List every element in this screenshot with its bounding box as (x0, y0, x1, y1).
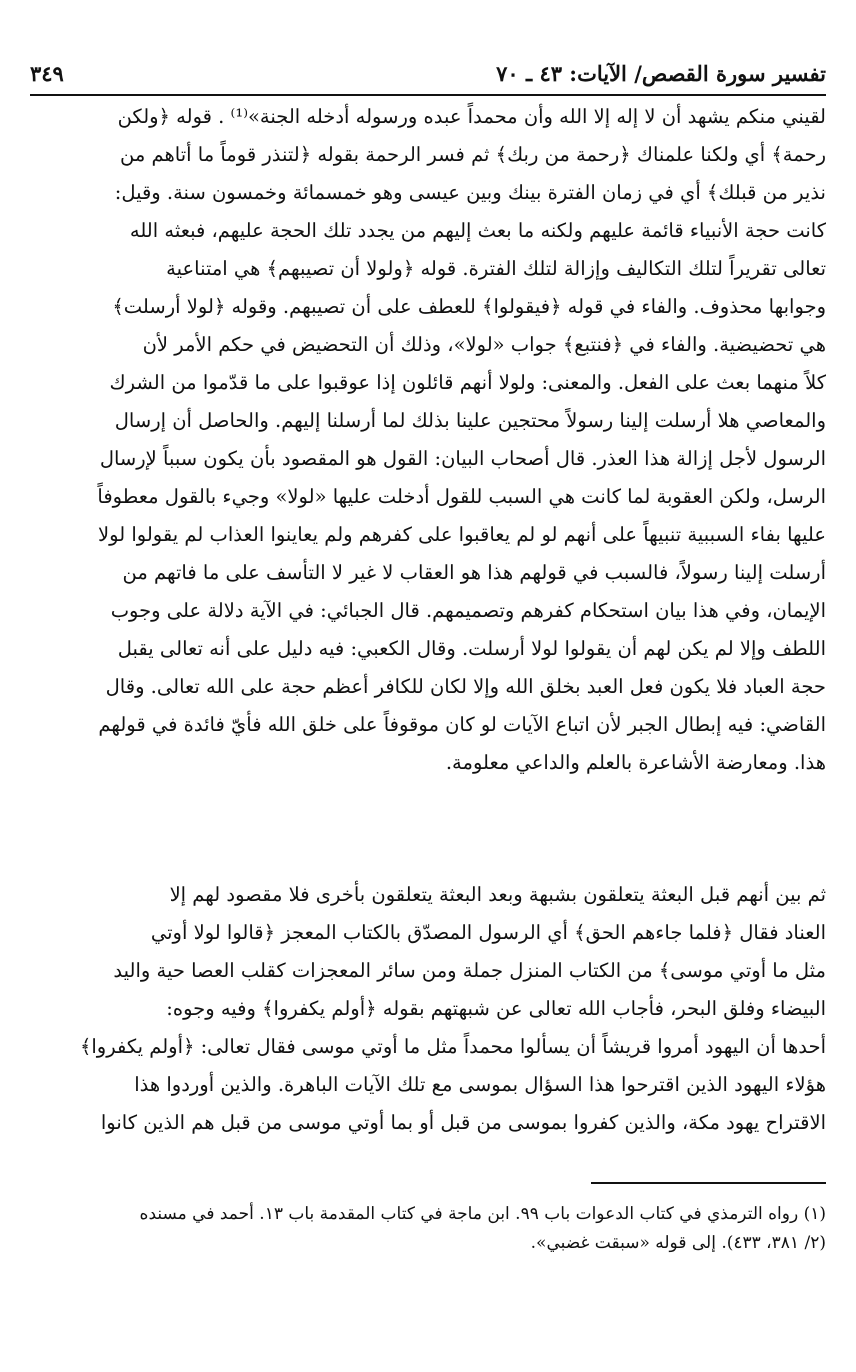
page-number: ٣٤٩ (30, 60, 64, 86)
text-line: حجة العباد فلا يكون فعل العبد بخلق الله وإلا لكان للكافر أعظم حجة على الله تعالى. وقال (105, 675, 826, 698)
text-line: هذا. ومعارضة الأشاعرة بالعلم والداعي معلومة. (445, 751, 826, 774)
footnote-line: (١) رواه الترمذي في كتاب الدعوات باب ٩٩. ابن ماجة في كتاب المقدمة باب ١٣. أحمد في مسنده (139, 1204, 826, 1224)
text-line: مثل ما أوتي موسى﴾ من الكتاب المنزل جملة ومن سائر المعجزات كقلب العصا حية واليد (113, 959, 826, 982)
header-divider (30, 94, 826, 96)
text-line: رحمة﴾ أي ولكنا علمناك ﴿رحمة من ربك﴾ ثم فسر الرحمة بقوله ﴿لتنذر قوماً ما أتاهم من (120, 143, 826, 166)
text-line: البيضاء وفلق البحر، فأجاب الله تعالى عن شبهتهم بقوله ﴿أولم يكفروا﴾ وفيه وجوه: (166, 997, 826, 1020)
text-line: ثم بين أنهم قبل البعثة يتعلقون بشبهة وبعد البعثة يتعلقون بأخرى فلا مقصود لهم إلا (169, 883, 826, 906)
footnote-divider (591, 1182, 826, 1184)
text-line: هي تحضيضية. والفاء في ﴿فنتبع﴾ جواب «لولا»، وذلك أن التحضيض في حكم الأمر لأن (142, 333, 826, 356)
running-title: تفسير سورة القصص/ الآيات: ٤٣ ـ ٧٠ (496, 60, 826, 86)
text-line: أرسلت إلينا رسولاً، فالسبب في قولهم هذا هو العقاب لا غير لا التأسف على ما فاتهم من (122, 561, 826, 584)
text-line: عليها بفاء السببية تنبيهاً على أنهم لو لم يعاقبوا على كفرهم ولم يعاينوا العذاب لم يقولوا لولا (98, 523, 826, 546)
text-line: كانت حجة الأنبياء قائمة عليهم ولكنه ما بعث إليهم من يجدد تلك الحجة عليهم، فبعثه الله (129, 219, 826, 242)
text-line: اللطف وإلا لم يكن لهم أن يقولوا لولا أرسلت. وقال الكعبي: فيه دليل على أنه تعالى يقبل (117, 637, 826, 660)
text-line: الرسول لأجل إزالة هذا العذر. قال أصحاب البيان: القول هو المقصود بأن يكون سبباً لإرسال (99, 447, 826, 470)
text-line: كلاً منهما بعث على الفعل. والمعنى: ولولا أنهم قائلون إذا عوقبوا على ما قدّموا من الشرك (109, 371, 826, 394)
text-line: وجوابها محذوف. والفاء في قوله ﴿فيقولوا﴾ للعطف على أن تصيبهم. وقوله ﴿لولا أرسلت﴾ (112, 295, 826, 318)
text-line: لقيني منكم يشهد أن لا إله إلا الله وأن محمداً عبده ورسوله أدخله الجنة»⁽¹⁾ . قوله ﴿ولكن (117, 105, 826, 128)
text-line: نذير من قبلك﴾ أي في زمان الفترة بينك وبين عيسى وهو خمسمائة وخمسون سنة. وقيل: (114, 181, 826, 204)
text-line: الاقتراح يهود مكة، والذين كفروا بموسى من قبل أو بما أوتي موسى من قبل هم الذين كانوا (100, 1111, 826, 1134)
footnote-line: (٢/ ٣٨١، ٤٣٣). إلى قوله «سبقت غضبي». (530, 1233, 826, 1253)
footnotes (30, 1200, 826, 1258)
body-paragraph-2 (30, 876, 826, 1142)
text-line: أحدها أن اليهود أمروا قريشاً أن يسألوا محمداً مثل ما أوتي موسى فقال تعالى: ﴿أولم يكفروا﴾ (79, 1035, 826, 1058)
text-line: العناد فقال ﴿فلما جاءهم الحق﴾ أي الرسول المصدّق بالكتاب المعجز ﴿قالوا لولا أوتي (150, 921, 826, 944)
text-line: الإيمان، وفي هذا بيان استحكام كفرهم وتصميمهم. قال الجبائي: في الآية دلالة على وجوب (110, 599, 826, 622)
text-line: والمعاصي هلا أرسلت إلينا رسولاً محتجين علينا بذلك لما أرسلنا إليهم. والحاصل أن إرسال (114, 409, 826, 432)
text-line: القاضي: فيه إبطال الجبر لأن اتباع الآيات لو كان موقوفاً على خلق الله فأيّ فائدة في قولهم (98, 713, 826, 736)
text-line: تعالى تقريراً لتلك التكاليف وإزالة لتلك الفترة. قوله ﴿ولولا أن تصيبهم﴾ هي امتناعية (166, 257, 826, 280)
text-line: الرسل، ولكن العقوبة لما كانت هي السبب للقول أدخلت عليها «لولا» وجيء بالقول معطوفاً (97, 485, 826, 508)
body-paragraph-1 (30, 98, 826, 782)
text-line: هؤلاء اليهود الذين اقترحوا هذا السؤال بموسى مع تلك الآيات الباهرة. والذين أوردوا هذا (134, 1073, 826, 1096)
page-header (30, 54, 826, 92)
